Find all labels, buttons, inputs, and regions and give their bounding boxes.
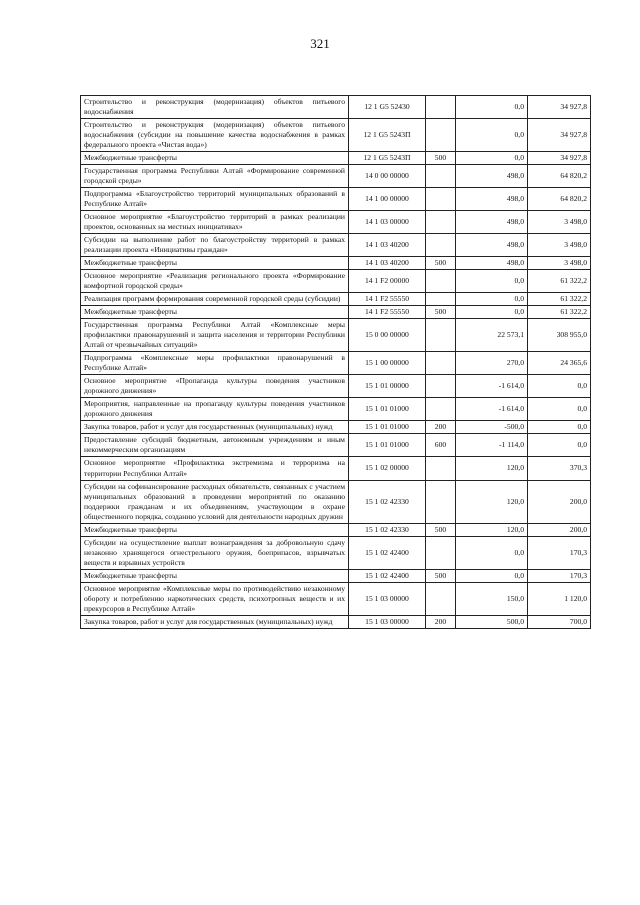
target-code-cell: 14 1 03 40200 [349, 234, 426, 257]
amount-change-cell: -1 614,0 [456, 375, 528, 398]
target-code-cell: 12 1 G5 5243П [349, 152, 426, 165]
table-row [81, 398, 591, 421]
expense-type-cell [426, 270, 456, 293]
expense-name-cell: Основное мероприятие «Реализация регионального проекта «Формирование комфортной городской среды» [81, 270, 349, 293]
target-code-cell: 15 1 01 01000 [349, 421, 426, 434]
table-row [81, 569, 591, 582]
table-row [81, 375, 591, 398]
target-code-cell: 14 1 F2 55550 [349, 306, 426, 319]
table-row [81, 165, 591, 188]
amount-change-cell: -500,0 [456, 421, 528, 434]
expense-type-cell [426, 375, 456, 398]
expense-type-cell [426, 293, 456, 306]
expense-type-cell [426, 352, 456, 375]
amount-total-cell: 34 927,8 [528, 96, 591, 119]
expense-name-cell: Межбюджетные трансферты [81, 306, 349, 319]
amount-change-cell: -1 614,0 [456, 398, 528, 421]
amount-total-cell: 3 498,0 [528, 257, 591, 270]
target-code-cell: 15 0 00 00000 [349, 319, 426, 352]
target-code-cell: 15 1 03 00000 [349, 615, 426, 628]
expense-name-cell: Реализация программ формирования современной городской среды (субсидии) [81, 293, 349, 306]
amount-change-cell: 0,0 [456, 152, 528, 165]
expense-name-cell: Основное мероприятие «Пропаганда культуры поведения участников дорожного движения» [81, 375, 349, 398]
target-code-cell: 14 1 03 40200 [349, 257, 426, 270]
amount-change-cell: 498,0 [456, 257, 528, 270]
amount-total-cell: 0,0 [528, 398, 591, 421]
expense-name-cell: Подпрограмма «Благоустройство территорий муниципальных образований в Республике Алтай» [81, 188, 349, 211]
expense-type-cell [426, 457, 456, 480]
expense-name-cell: Мероприятия, направленные на пропаганду культуры поведения участников дорожного движения [81, 398, 349, 421]
amount-total-cell: 64 820,2 [528, 165, 591, 188]
expense-name-cell: Предоставление субсидий бюджетным, автономным учреждениям и иным некоммерческим организациям [81, 434, 349, 457]
expense-type-cell: 200 [426, 615, 456, 628]
expense-name-cell: Основное мероприятие «Комплексные меры по противодействию незаконному обороту и потреблению наркотических средств, психотропных веществ и их прекурсоров в Республике Алтай» [81, 582, 349, 615]
amount-total-cell: 61 322,2 [528, 293, 591, 306]
amount-change-cell: 120,0 [456, 480, 528, 523]
table-row [81, 234, 591, 257]
table-row [81, 536, 591, 569]
amount-change-cell: 0,0 [456, 569, 528, 582]
target-code-cell: 14 1 00 00000 [349, 188, 426, 211]
amount-total-cell: 34 927,8 [528, 119, 591, 152]
target-code-cell: 15 1 00 00000 [349, 352, 426, 375]
amount-total-cell: 200,0 [528, 523, 591, 536]
target-code-cell: 15 1 01 01000 [349, 434, 426, 457]
expense-name-cell: Строительство и реконструкция (модернизация) объектов питьевого водоснабжения [81, 96, 349, 119]
expense-name-cell: Субсидии на выполнение работ по благоустройству территорий в рамках реализации проекта «Инициативы граждан» [81, 234, 349, 257]
expense-name-cell: Субсидии на осуществление выплат вознаграждения за добровольную сдачу незаконно хранящегося огнестрельного оружия, боеприпасов, взрывчатых веществ и взрывных устройств [81, 536, 349, 569]
table-row [81, 119, 591, 152]
target-code-cell: 14 0 00 00000 [349, 165, 426, 188]
target-code-cell: 15 1 01 01000 [349, 398, 426, 421]
target-code-cell: 14 1 03 00000 [349, 211, 426, 234]
amount-total-cell: 0,0 [528, 421, 591, 434]
amount-change-cell: 0,0 [456, 306, 528, 319]
target-code-cell: 15 1 01 00000 [349, 375, 426, 398]
target-code-cell: 15 1 02 42330 [349, 523, 426, 536]
expense-type-cell [426, 480, 456, 523]
amount-change-cell: 270,0 [456, 352, 528, 375]
amount-change-cell: 498,0 [456, 234, 528, 257]
expense-type-cell [426, 96, 456, 119]
amount-change-cell: 498,0 [456, 188, 528, 211]
amount-total-cell: 170,3 [528, 569, 591, 582]
amount-total-cell: 1 120,0 [528, 582, 591, 615]
amount-change-cell: 0,0 [456, 96, 528, 119]
amount-total-cell: 64 820,2 [528, 188, 591, 211]
amount-total-cell: 3 498,0 [528, 234, 591, 257]
amount-change-cell: 120,0 [456, 523, 528, 536]
table-row [81, 421, 591, 434]
expense-type-cell [426, 165, 456, 188]
table-row [81, 480, 591, 523]
expense-type-cell [426, 211, 456, 234]
expense-type-cell: 500 [426, 569, 456, 582]
expense-name-cell: Межбюджетные трансферты [81, 523, 349, 536]
page-number: 321 [310, 36, 330, 51]
amount-change-cell: 0,0 [456, 119, 528, 152]
table-row [81, 270, 591, 293]
budget-table-body [81, 96, 591, 629]
amount-total-cell: 24 365,6 [528, 352, 591, 375]
amount-change-cell: 120,0 [456, 457, 528, 480]
target-code-cell: 12 1 G5 52430 [349, 96, 426, 119]
target-code-cell: 15 1 02 42400 [349, 536, 426, 569]
amount-change-cell: -1 114,0 [456, 434, 528, 457]
expense-name-cell: Основное мероприятие «Профилактика экстремизма и терроризма на территории Республики Алтай» [81, 457, 349, 480]
expense-type-cell: 500 [426, 523, 456, 536]
amount-total-cell: 700,0 [528, 615, 591, 628]
target-code-cell: 15 1 02 42330 [349, 480, 426, 523]
target-code-cell: 15 1 03 00000 [349, 582, 426, 615]
expense-name-cell: Межбюджетные трансферты [81, 152, 349, 165]
amount-total-cell: 34 927,8 [528, 152, 591, 165]
table-row [81, 352, 591, 375]
budget-table [80, 95, 591, 629]
expense-name-cell: Строительство и реконструкция (модернизация) объектов питьевого водоснабжения (субсидии на повышение качества водоснабжения в рамках федерального проекта «Чистая вода») [81, 119, 349, 152]
table-row [81, 434, 591, 457]
amount-change-cell: 150,0 [456, 582, 528, 615]
amount-total-cell: 170,3 [528, 536, 591, 569]
target-code-cell: 14 1 F2 00000 [349, 270, 426, 293]
amount-change-cell: 0,0 [456, 293, 528, 306]
amount-total-cell: 0,0 [528, 434, 591, 457]
expense-name-cell: Государственная программа Республики Алтай «Формирование современной городской среды» [81, 165, 349, 188]
target-code-cell: 15 1 02 00000 [349, 457, 426, 480]
expense-name-cell: Закупка товаров, работ и услуг для государственных (муниципальных) нужд [81, 421, 349, 434]
expense-name-cell: Закупка товаров, работ и услуг для государственных (муниципальных) нужд [81, 615, 349, 628]
table-row [81, 582, 591, 615]
amount-total-cell: 200,0 [528, 480, 591, 523]
expense-type-cell [426, 319, 456, 352]
amount-total-cell: 61 322,2 [528, 306, 591, 319]
table-row [81, 211, 591, 234]
table-row [81, 257, 591, 270]
expense-name-cell: Основное мероприятие «Благоустройство территорий в рамках реализации проектов, основанных на местных инициативах» [81, 211, 349, 234]
amount-change-cell: 500,0 [456, 615, 528, 628]
table-row [81, 188, 591, 211]
expense-name-cell: Государственная программа Республики Алтай «Комплексные меры профилактики правонарушений и защита населения и территории Республики Алтай от чрезвычайных ситуаций» [81, 319, 349, 352]
amount-change-cell: 22 573,1 [456, 319, 528, 352]
expense-type-cell [426, 234, 456, 257]
target-code-cell: 12 1 G5 5243П [349, 119, 426, 152]
expense-type-cell: 500 [426, 257, 456, 270]
expense-type-cell [426, 398, 456, 421]
expense-type-cell [426, 582, 456, 615]
amount-change-cell: 0,0 [456, 536, 528, 569]
amount-total-cell: 3 498,0 [528, 211, 591, 234]
table-row [81, 152, 591, 165]
expense-type-cell: 200 [426, 421, 456, 434]
expense-name-cell: Субсидии на софинансирование расходных обязательств, связанных с участием муниципальных образований в проведении мероприятий по оказанию поддержки гражданам и их объединениям, участвующим в охране общественного порядка, созданию условий для деятельности народных дружин [81, 480, 349, 523]
table-row [81, 615, 591, 628]
expense-type-cell [426, 536, 456, 569]
table-row [81, 523, 591, 536]
table-row [81, 319, 591, 352]
expense-type-cell: 600 [426, 434, 456, 457]
amount-total-cell: 370,3 [528, 457, 591, 480]
table-row [81, 306, 591, 319]
table-row [81, 457, 591, 480]
expense-name-cell: Межбюджетные трансферты [81, 257, 349, 270]
expense-type-cell: 500 [426, 152, 456, 165]
table-row [81, 96, 591, 119]
expense-type-cell [426, 188, 456, 211]
expense-type-cell: 500 [426, 306, 456, 319]
amount-change-cell: 498,0 [456, 211, 528, 234]
amount-change-cell: 498,0 [456, 165, 528, 188]
table-row [81, 293, 591, 306]
target-code-cell: 14 1 F2 55550 [349, 293, 426, 306]
amount-total-cell: 308 955,0 [528, 319, 591, 352]
amount-change-cell: 0,0 [456, 270, 528, 293]
expense-type-cell [426, 119, 456, 152]
amount-total-cell: 0,0 [528, 375, 591, 398]
target-code-cell: 15 1 02 42400 [349, 569, 426, 582]
expense-name-cell: Межбюджетные трансферты [81, 569, 349, 582]
expense-name-cell: Подпрограмма «Комплексные меры профилактики правонарушений в Республике Алтай» [81, 352, 349, 375]
amount-total-cell: 61 322,2 [528, 270, 591, 293]
